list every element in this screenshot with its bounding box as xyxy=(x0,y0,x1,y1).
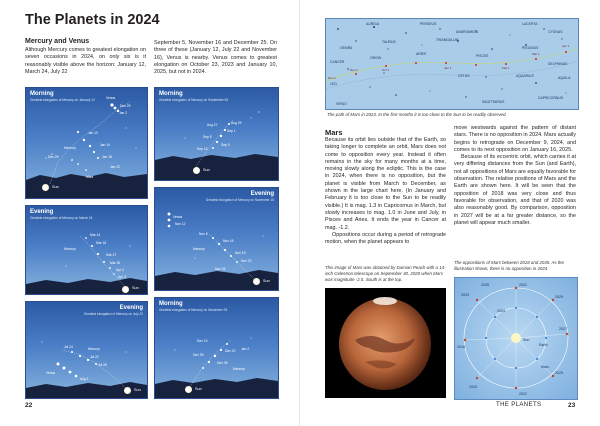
svg-text:AURIGA: AURIGA xyxy=(366,22,379,26)
diagram-subtitle: Greatest elongation of Mercury on July 22 xyxy=(83,312,143,316)
paragraph: September 5, November 16 and December 25. On three of these (January 12, July 22 and November 16), Venus is nearby. Venus comes to greatest elongation on October 23, 2023 and January 10, 2025, but not in 2024. xyxy=(154,40,277,76)
svg-text:Sep 13: Sep 13 xyxy=(197,147,208,151)
svg-text:GEMINI: GEMINI xyxy=(340,46,353,50)
diagram-sky-art xyxy=(155,298,278,398)
svg-text:Venus: Venus xyxy=(106,96,116,100)
svg-text:Apr 1: Apr 1 xyxy=(562,44,570,48)
mercury-diagram-morning-sep xyxy=(154,87,279,181)
svg-text:Earth: Earth xyxy=(539,343,548,347)
svg-text:Aug 27: Aug 27 xyxy=(207,123,218,127)
svg-text:Jan 1: Jan 1 xyxy=(444,66,452,70)
sun-label: Sun xyxy=(203,168,210,172)
svg-text:Nov 16: Nov 16 xyxy=(223,239,234,243)
right-page xyxy=(300,0,600,426)
paragraph: Because its orbit lies outside that of the Earth, so taking longer to complete an orbit, Mars does not come to opposition every year. Instead it often remains in the sky for many months at a time, moving slowly along the ecliptic. This is the case in 2024, when there is no opposition, but the planet is visible from March to December, as shown in the large chart here. (In January and February it is too close to the Sun to be readily visible.) It is mag. 1.3 in Capricornus in March, but slowly increases to mag. 1.0 in June and July, in Pisces and Aries. It ends the year in Cancer at mag. -1.2. xyxy=(325,137,446,231)
diagram-subtitle: Greatest elongation of Mercury on December 25 xyxy=(159,308,228,312)
diagram-label xyxy=(30,209,92,220)
svg-text:Jan 14: Jan 14 xyxy=(100,143,110,147)
svg-text:SAGITTARIUS: SAGITTARIUS xyxy=(482,100,505,104)
svg-text:CAPRICORNUS: CAPRICORNUS xyxy=(538,96,564,100)
text-column-1 xyxy=(25,47,146,76)
svg-text:Jul 26: Jul 26 xyxy=(98,363,107,367)
svg-text:2018: 2018 xyxy=(457,345,465,349)
svg-text:Apr 3: Apr 3 xyxy=(118,275,126,279)
svg-text:CETUS: CETUS xyxy=(458,74,470,78)
page-title: The Planets in 2024 xyxy=(25,12,160,28)
svg-text:2035: 2035 xyxy=(481,283,489,287)
svg-text:Sun: Sun xyxy=(523,338,530,342)
section-heading-mercury-venus: Mercury and Venus xyxy=(25,38,90,45)
section-heading-mars: Mars xyxy=(325,128,343,137)
svg-text:Jan 10: Jan 10 xyxy=(88,131,98,135)
text-column-2 xyxy=(154,40,277,76)
svg-text:Aug 29: Aug 29 xyxy=(231,121,242,125)
star-chart-caption: The path of Mars in 2024. In the first months it is too close to the Sun to be readily observed. xyxy=(327,112,507,117)
svg-text:Mercury: Mercury xyxy=(64,146,76,150)
svg-text:Dec 22: Dec 22 xyxy=(225,349,236,353)
svg-text:2027: 2027 xyxy=(559,327,567,331)
diagram-kind: Morning xyxy=(159,301,183,307)
svg-text:Feb 1: Feb 1 xyxy=(502,66,510,70)
svg-text:Nov 19: Nov 19 xyxy=(235,251,246,255)
mars-path-star-chart xyxy=(325,18,579,110)
sun-icon xyxy=(185,386,192,393)
diagram-sky-art xyxy=(26,88,147,198)
sun-icon xyxy=(193,167,200,174)
svg-text:AQUILA: AQUILA xyxy=(558,76,571,80)
page-number-right: 23 xyxy=(568,402,576,409)
diagram-kind: Morning xyxy=(159,91,183,97)
svg-text:AQUARIUS: AQUARIUS xyxy=(516,74,534,78)
sun-icon xyxy=(42,184,49,191)
diagram-kind: Evening xyxy=(119,305,143,311)
svg-text:2029: 2029 xyxy=(555,295,563,299)
mercury-diagram-morning-dec xyxy=(154,297,279,399)
svg-text:Mar 18: Mar 18 xyxy=(96,241,107,245)
svg-text:Mercury: Mercury xyxy=(64,247,76,251)
running-head: THE PLANETS xyxy=(496,402,542,408)
diagram-subtitle: Greatest elongation of Mercury on September 05 xyxy=(159,98,229,102)
svg-text:2033: 2033 xyxy=(461,293,469,297)
svg-text:Nov 26: Nov 26 xyxy=(215,267,226,271)
svg-text:2024: 2024 xyxy=(497,309,505,313)
svg-text:Jul 14: Jul 14 xyxy=(64,345,73,349)
diagram-label xyxy=(84,305,143,316)
diagram-label xyxy=(30,91,95,102)
orbit-art xyxy=(455,278,577,399)
svg-text:PERSEUS: PERSEUS xyxy=(420,22,437,26)
svg-text:Jan 18: Jan 18 xyxy=(102,155,112,159)
svg-text:Dec 19: Dec 19 xyxy=(197,339,208,343)
svg-text:Mars: Mars xyxy=(86,175,94,179)
svg-text:Mars: Mars xyxy=(541,365,549,369)
mercury-diagram-evening-nov xyxy=(154,187,279,291)
paragraph: Because of its eccentric orbit, which carries it at very differing distances from the Sun (and Earth), not all oppositions of Mars are equally favorable for observation. The relative positions of Mars and the Earth are shown here. It will be seen that the opposition of 2018 was very close and thus favorable for observation, and that of 2020 was also reasonably good. By comparison, opposition in 2027 will be at a far greater distance, so the planet will appear much smaller. xyxy=(454,154,576,226)
diagram-label xyxy=(159,301,227,312)
sun-label: Sun xyxy=(263,279,270,283)
mercury-diagram-evening-jul xyxy=(25,301,148,399)
diagram-kind: Morning xyxy=(30,91,54,97)
svg-text:2020: 2020 xyxy=(469,385,477,389)
svg-text:2025: 2025 xyxy=(555,371,563,375)
mercury-diagram-morning-jan xyxy=(25,87,148,199)
mars-oppositions-diagram xyxy=(454,277,578,400)
svg-text:2022: 2022 xyxy=(519,392,527,396)
diagram-label xyxy=(159,91,228,102)
svg-text:Mercury: Mercury xyxy=(193,247,205,251)
diagram-subtitle: Greatest elongation of Mercury on January 12 xyxy=(30,98,95,102)
svg-text:Nov 1: Nov 1 xyxy=(350,68,358,72)
svg-text:Nov 8: Nov 8 xyxy=(199,232,208,236)
svg-text:Nov 22: Nov 22 xyxy=(241,259,252,263)
svg-text:Sep 1: Sep 1 xyxy=(227,129,236,133)
svg-text:DELPHINUS: DELPHINUS xyxy=(548,62,568,66)
svg-text:ORION: ORION xyxy=(370,56,382,60)
svg-text:LEO: LEO xyxy=(330,82,337,86)
sun-label: Sun xyxy=(134,388,141,392)
diagram-sky-art xyxy=(155,188,278,290)
svg-text:Dec 25: Dec 25 xyxy=(193,353,204,357)
svg-text:Mar 27: Mar 27 xyxy=(106,253,117,257)
mercury-diagram-evening-mar xyxy=(25,205,148,295)
svg-text:Oct 1: Oct 1 xyxy=(382,68,390,72)
svg-text:Mar 1: Mar 1 xyxy=(532,52,540,56)
paragraph: move westwards against the pattern of distant stars. There is no opposition in 2024. Mars actually begins to retrograde on December 9, 2024, and comes to its next opposition on January 16, 2025. xyxy=(454,125,576,153)
diagram-sky-art xyxy=(26,302,147,398)
page-number-left: 22 xyxy=(25,402,33,409)
svg-text:Dec 1: Dec 1 xyxy=(328,76,336,80)
svg-text:Dec 29: Dec 29 xyxy=(48,155,59,159)
svg-text:TAURUS: TAURUS xyxy=(382,40,396,44)
svg-text:Venus: Venus xyxy=(173,215,183,219)
mars-text-column-2 xyxy=(454,125,576,227)
svg-text:Sep 9: Sep 9 xyxy=(221,143,230,147)
sun-label: Sun xyxy=(195,387,202,391)
svg-text:Jul 22: Jul 22 xyxy=(90,355,99,359)
svg-text:Jan 22: Jan 22 xyxy=(110,165,120,169)
mars-planet-art xyxy=(325,288,446,398)
svg-text:CANCER: CANCER xyxy=(330,60,345,64)
star-chart-art xyxy=(326,19,578,109)
paragraph: Although Mercury comes to greatest elongation on seven occasions in 2024, on only six is it reasonably visible above the horizon: January 12, March 24, July 22 xyxy=(25,47,146,75)
svg-text:Mar 14: Mar 14 xyxy=(90,233,101,237)
diagram-subtitle: Greatest elongation of Mercury on March 24 xyxy=(30,216,93,220)
svg-text:Jan 2: Jan 2 xyxy=(119,111,128,115)
svg-text:Mar 30: Mar 30 xyxy=(110,261,121,265)
svg-text:Dec 28: Dec 28 xyxy=(217,361,228,365)
svg-text:LACERTA: LACERTA xyxy=(522,22,538,26)
diagram-subtitle: Greatest elongation of Mercury on November 16 xyxy=(205,198,274,202)
sun-icon xyxy=(253,278,260,285)
svg-text:Venus: Venus xyxy=(46,371,56,375)
svg-text:ARIES: ARIES xyxy=(416,52,427,56)
diagram-kind: Evening xyxy=(30,209,54,215)
sun-label: Sun xyxy=(52,185,59,189)
svg-text:Mercury: Mercury xyxy=(88,347,100,351)
svg-text:Aug 1: Aug 1 xyxy=(80,377,89,381)
svg-text:Nov 12: Nov 12 xyxy=(175,222,186,226)
paragraph: Oppositions occur during a period of retrograde motion, when the planet appears to xyxy=(325,231,446,246)
svg-text:VIRGO: VIRGO xyxy=(336,102,347,106)
svg-text:Mercury: Mercury xyxy=(233,367,245,371)
svg-text:CYGNUS: CYGNUS xyxy=(548,30,563,34)
mars-photograph xyxy=(325,288,446,398)
sun-label: Sun xyxy=(132,286,139,290)
svg-text:Sep 5: Sep 5 xyxy=(203,135,212,139)
diagram-label xyxy=(206,191,274,202)
svg-text:ANDROMEDA: ANDROMEDA xyxy=(456,30,479,34)
svg-text:PEGASUS: PEGASUS xyxy=(522,46,539,50)
svg-text:Apr 2: Apr 2 xyxy=(116,268,124,272)
svg-text:2031: 2031 xyxy=(519,283,527,287)
svg-text:Dec 29: Dec 29 xyxy=(120,104,131,108)
mars-text-column-1 xyxy=(325,137,446,246)
opposition-caption: The oppositions of Mars between 2018 and 2035. As the illustration shows, there is no opposition in 2024. xyxy=(454,260,564,271)
svg-text:Jan 2: Jan 2 xyxy=(241,347,250,351)
sun-icon xyxy=(124,387,131,394)
svg-text:TRIANGULUM: TRIANGULUM xyxy=(436,38,459,42)
diagram-kind: Evening xyxy=(250,191,274,197)
mars-photo-caption: This image of Mars was obtained by Damian Peach with a 14-inch Celestron telescope on September 30, 2020 when Mars was magnitude -2.5. South is at the top. xyxy=(325,265,446,282)
svg-text:PISCES: PISCES xyxy=(476,54,489,58)
sun-icon xyxy=(122,286,129,293)
